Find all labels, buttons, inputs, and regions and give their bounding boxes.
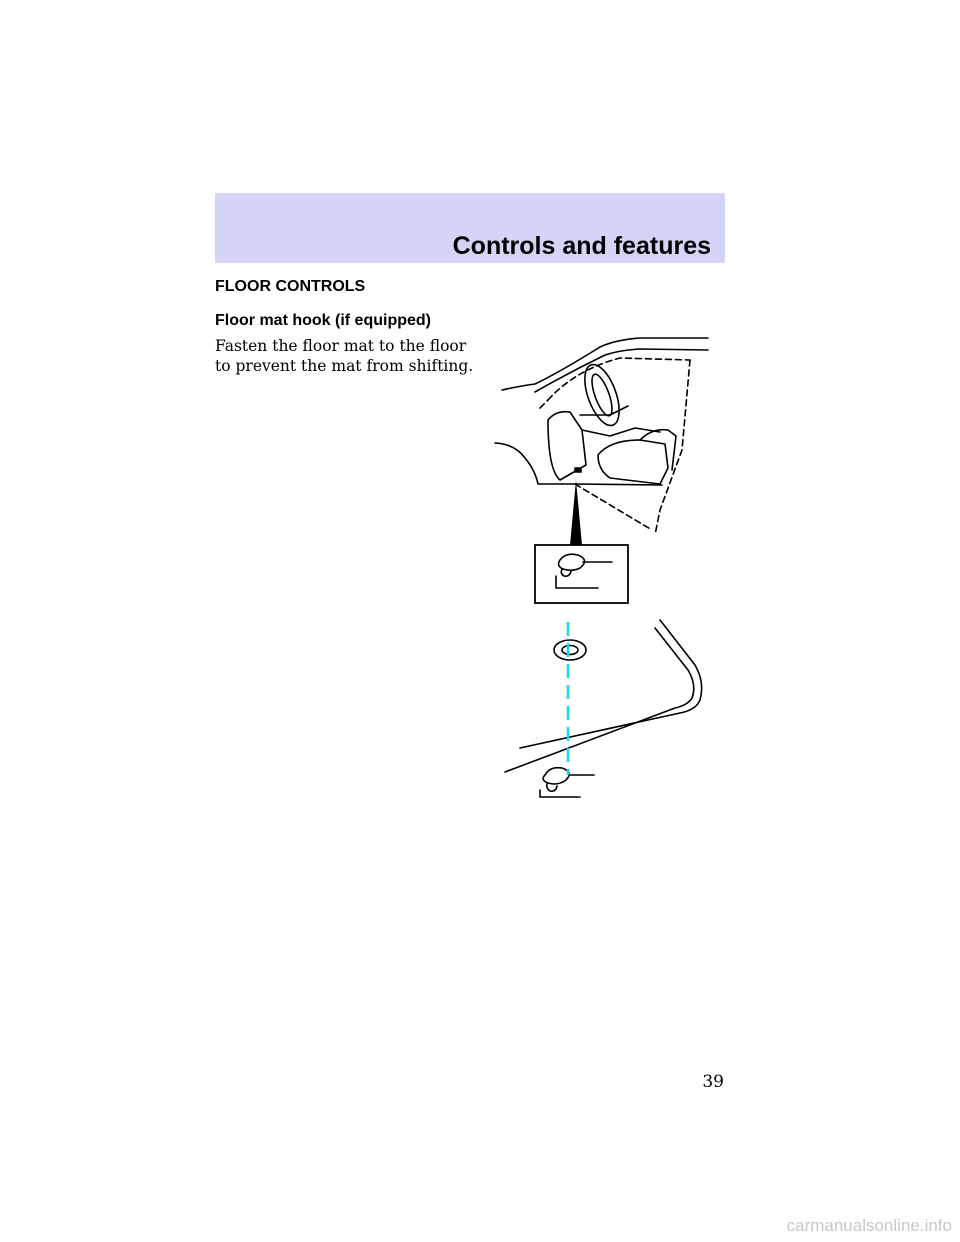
header-band — [215, 193, 725, 263]
watermark[interactable]: carmanualsonline.info — [786, 1216, 952, 1235]
sub-heading: Floor mat hook (if equipped) — [215, 312, 431, 329]
page-number: 39 — [702, 1072, 724, 1092]
body-text: Fasten the floor mat to the floor to prevent the mat from shifting. — [215, 337, 474, 375]
section-heading: FLOOR CONTROLS — [215, 278, 366, 295]
chapter-title: Controls and features — [452, 232, 711, 260]
floor-mat-hook-diagram-icon — [480, 320, 720, 810]
